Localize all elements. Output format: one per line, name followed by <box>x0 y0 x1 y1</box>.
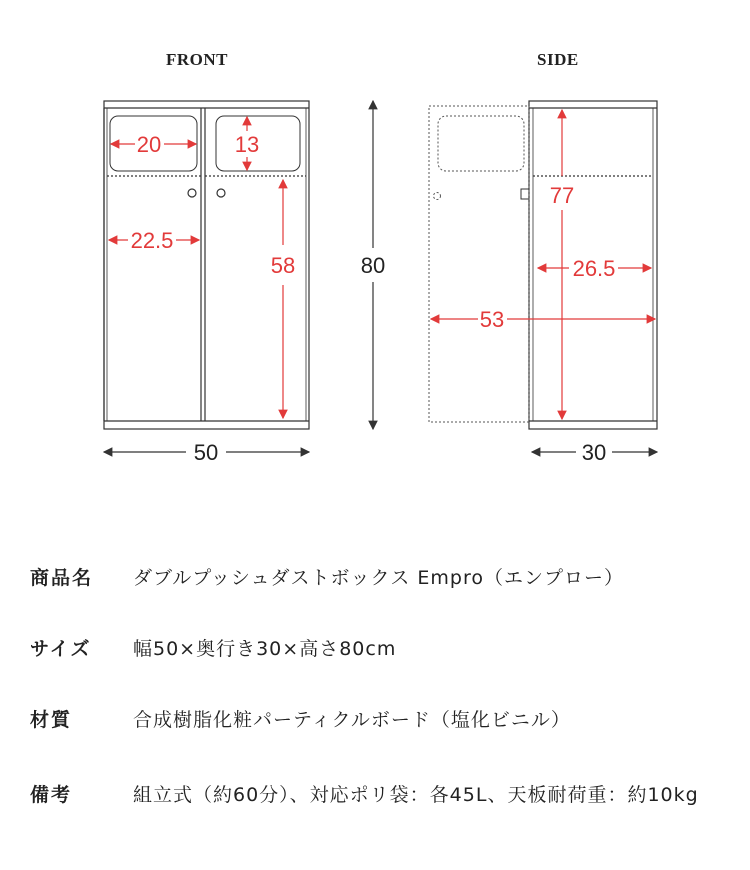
front-red-dimensions <box>109 117 283 418</box>
left-push-button <box>188 189 196 197</box>
dim-top-window-width: 20 <box>136 132 162 157</box>
right-push-button <box>217 189 225 197</box>
dim-lower-door-height: 58 <box>270 253 296 278</box>
spec-value: 幅50×奥行き30×高さ80cm <box>133 638 397 660</box>
dim-inner-depth: 26.5 <box>572 256 616 281</box>
spec-label: 材質 <box>30 709 73 731</box>
spec-value: 組立式（約60分）、対応ポリ袋：各45L、天板耐荷重：約10kg <box>133 784 699 806</box>
dim-total-height: 80 <box>360 253 386 278</box>
side-view-title: SIDE <box>537 50 579 69</box>
spec-value: 合成樹脂化粧パーティクルボード（塩化ビニル） <box>133 709 571 731</box>
spec-label: 備考 <box>30 784 73 806</box>
dim-lower-door-width: 22.5 <box>130 228 174 253</box>
dim-top-window-height: 13 <box>234 132 260 157</box>
dim-total-depth: 30 <box>581 440 607 465</box>
front-view-title: FRONT <box>166 50 228 69</box>
spec-label: サイズ <box>30 638 92 660</box>
dim-opening-height: 77 <box>549 183 575 208</box>
spec-value: ダブルプッシュダストボックス Empro（エンプロー） <box>133 567 624 589</box>
dim-total-width: 50 <box>193 440 219 465</box>
dim-open-depth: 53 <box>479 307 505 332</box>
side-open-door-outline <box>429 106 529 422</box>
spec-label: 商品名 <box>30 567 94 589</box>
side-red-dimensions <box>431 110 655 419</box>
